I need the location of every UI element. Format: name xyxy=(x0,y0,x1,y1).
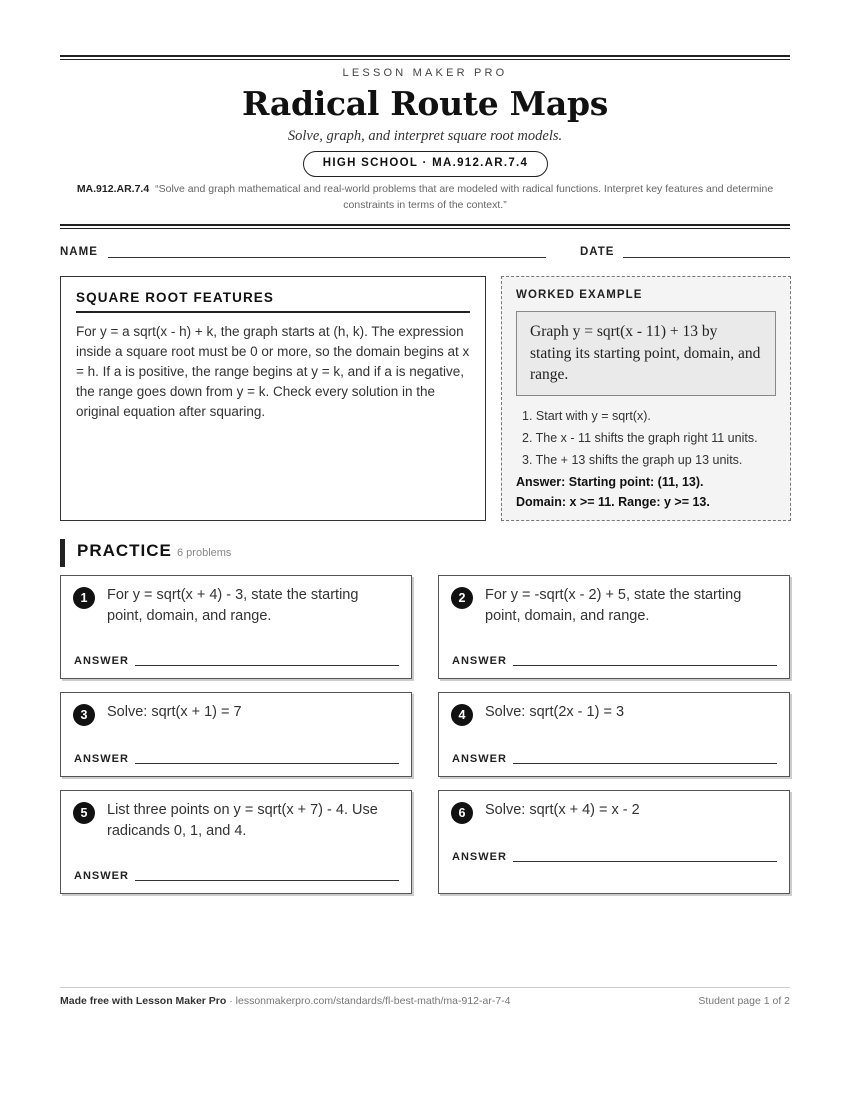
answer-field[interactable] xyxy=(513,763,777,764)
answer-label: ANSWER xyxy=(452,655,507,667)
answer-label: ANSWER xyxy=(74,753,129,765)
practice-problem-3 xyxy=(60,692,412,777)
problem-text: For y = -sqrt(x - 2) + 5, state the starting point, domain, and range. xyxy=(485,587,742,624)
problem-number: 2 xyxy=(451,587,473,609)
name-label: NAME xyxy=(60,246,98,258)
features-title: SQUARE ROOT FEATURES xyxy=(76,290,470,313)
answer-label: ANSWER xyxy=(74,655,129,667)
answer-field[interactable] xyxy=(513,861,777,862)
header-top-rule xyxy=(60,55,790,60)
footer-rule xyxy=(60,987,790,988)
problem-number: 5 xyxy=(73,802,95,824)
worked-answer-line: Domain: x >= 11. Range: y >= 13. xyxy=(516,494,710,509)
problem-text: Solve: sqrt(x + 4) = x - 2 xyxy=(485,802,640,818)
problem-number: 1 xyxy=(73,587,95,609)
answer-field[interactable] xyxy=(135,880,399,881)
worksheet-subtitle: Solve, graph, and interpret square root models. xyxy=(287,128,563,144)
worked-answer-line: Answer: Starting point: (11, 13). xyxy=(516,474,704,489)
standard-text: “Solve and graph mathematical and real-world problems that are modeled with radical functions. Interpret key features and determine constraints in terms of the context.” xyxy=(155,183,774,211)
worked-example-answer xyxy=(516,472,776,512)
answer-label: ANSWER xyxy=(452,753,507,765)
name-field[interactable] xyxy=(108,257,546,258)
practice-problem-4 xyxy=(438,692,790,777)
square-root-features-panel xyxy=(60,276,486,521)
worked-step: 2. The x - 11 shifts the graph right 11 units. xyxy=(522,430,758,445)
practice-problem-1 xyxy=(60,575,412,679)
problem-number: 4 xyxy=(451,704,473,726)
practice-problem-5 xyxy=(60,790,412,894)
problem-text: For y = sqrt(x + 4) - 3, state the starting point, domain, and range. xyxy=(107,587,359,624)
answer-field[interactable] xyxy=(513,665,777,666)
practice-problem-6 xyxy=(438,790,790,894)
standard-description xyxy=(60,181,790,213)
answer-field[interactable] xyxy=(135,665,399,666)
practice-count: 6 problems xyxy=(177,547,232,559)
worked-step: 1. Start with y = sqrt(x). xyxy=(522,408,651,423)
practice-accent-bar xyxy=(60,539,65,567)
problem-text: Solve: sqrt(2x - 1) = 3 xyxy=(485,704,625,720)
answer-label: ANSWER xyxy=(452,851,507,863)
grade-standard-pill: HIGH SCHOOL · MA.912.AR.7.4 xyxy=(303,151,548,177)
problem-text: List three points on y = sqrt(x + 7) - 4. Use radicands 0, 1, and 4. xyxy=(107,802,378,839)
features-body: For y = a sqrt(x - h) + k, the graph starts at (h, k). The expression inside a square root must be 0 or more, so the domain begins at x = h. If a is positive, the range begins at y = k, and if a is negative, the range goes down from y = k. Check every solution in the original equation after squaring. xyxy=(76,324,470,419)
worked-example-panel xyxy=(501,276,791,521)
footer-page-number: Student page 1 of 2 xyxy=(698,995,790,1007)
footer-attribution xyxy=(60,995,511,1007)
problem-number: 6 xyxy=(451,802,473,824)
worked-example-steps xyxy=(516,405,776,471)
standard-code: MA.912.AR.7.4 xyxy=(76,183,150,195)
date-label: DATE xyxy=(580,246,615,258)
date-field[interactable] xyxy=(623,257,790,258)
worked-example-title: WORKED EXAMPLE xyxy=(516,289,643,301)
brand-name: LESSON MAKER PRO xyxy=(342,67,508,79)
practice-problem-2 xyxy=(438,575,790,679)
worked-example-problem: Graph y = sqrt(x - 11) + 13 by stating its starting point, domain, and range. xyxy=(516,311,776,396)
problem-text: Solve: sqrt(x + 1) = 7 xyxy=(107,704,242,720)
answer-field[interactable] xyxy=(135,763,399,764)
answer-label: ANSWER xyxy=(74,870,129,882)
worksheet-title: Radical Route Maps xyxy=(242,84,608,123)
worked-step: 3. The + 13 shifts the graph up 13 units. xyxy=(522,452,743,467)
problem-number: 3 xyxy=(73,704,95,726)
footer-made-with: Made free with Lesson Maker Pro xyxy=(60,995,227,1007)
header-bottom-rule xyxy=(60,224,790,229)
footer-url[interactable]: · lessonmakerpro.com/standards/fl-best-math/ma-912-ar-7-4 xyxy=(226,995,511,1007)
practice-heading: PRACTICE xyxy=(77,541,172,560)
